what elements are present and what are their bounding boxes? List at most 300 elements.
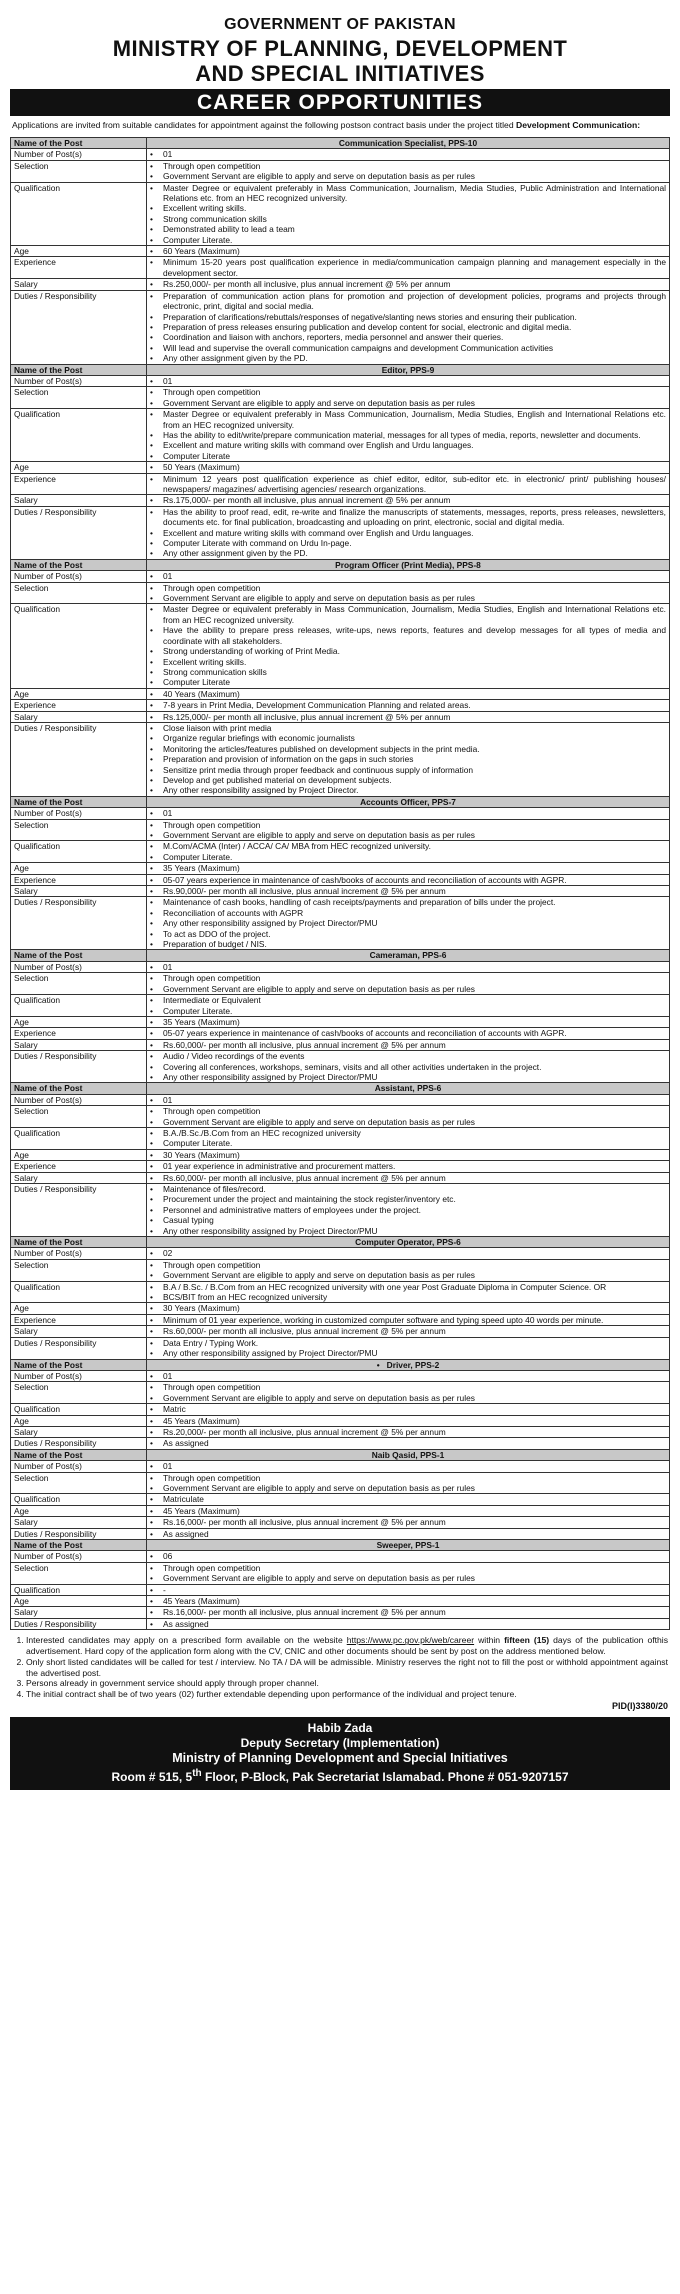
post-detail-row [11,897,670,950]
post-detail-row [11,1337,670,1359]
post-detail-row [11,473,670,495]
post-name-label: Name of the Post [11,1083,147,1094]
bullet-item: • Through open competition [150,820,666,830]
field-label: Duties / Responsibility [11,722,147,796]
field-label: Duties / Responsibility [11,506,147,559]
bullet-item: • To act as DDO of the project. [150,929,666,939]
field-value [147,688,670,699]
post-detail-row [11,1184,670,1237]
bullet-item: • 01 year experience in administrative and procurement matters. [150,1161,666,1171]
post-detail-row [11,462,670,473]
bullet-icon: • [376,1359,387,1370]
post-name-label: Name of the Post [11,796,147,807]
field-value [147,1426,670,1437]
field-label: Selection [11,1106,147,1128]
bullet-item: • Government Servant are eligible to apply and serve on deputation basis as per rules [150,1573,666,1583]
field-label: Selection [11,1382,147,1404]
field-label: Selection [11,819,147,841]
bullet-item: • Strong understanding of working of Print Media. [150,646,666,656]
bullet-item: • Procurement under the project and maintaining the stock register/inventory etc. [150,1194,666,1204]
bullet-item: • Minimum 12 years post qualification experience as chief editor, editor, sub-editor etc. in electronic/ print/ publishing houses/ newspapers/ magazines/ advertising agencies/ research organizations. [150,474,666,495]
field-label: Number of Post(s) [11,808,147,819]
bullet-item: • 01 [150,376,666,386]
field-value [147,1184,670,1237]
post-title: Editor, PPS-9 [147,364,670,375]
field-value [147,1172,670,1183]
post-header-row [11,796,670,807]
post-detail-row [11,874,670,885]
field-label: Selection [11,387,147,409]
field-value [147,257,670,279]
post-detail-row [11,722,670,796]
bullet-item: • 50 Years (Maximum) [150,462,666,472]
bullet-item: • Government Servant are eligible to apply and serve on deputation basis as per rules [150,1270,666,1280]
field-value [147,1259,670,1281]
post-detail-row [11,1051,670,1083]
bullet-item: • Any other responsibility assigned by Project Director/PMU [150,1072,666,1082]
bullet-item: • Rs.20,000/- per month all inclusive, plus annual increment @ 5% per annum [150,1427,666,1437]
field-label: Number of Post(s) [11,1094,147,1105]
field-label: Experience [11,874,147,885]
bullet-item: • Reconciliation of accounts with AGPR [150,908,666,918]
field-value [147,582,670,604]
post-detail-row [11,387,670,409]
field-value [147,290,670,364]
post-detail-row [11,1326,670,1337]
post-detail-row [11,1461,670,1472]
post-detail-row [11,495,670,506]
pid-number: PID(I)3380/20 [611,1701,668,1712]
field-value [147,886,670,897]
post-name-label: Name of the Post [11,559,147,570]
bullet-item: • Casual typing [150,1215,666,1225]
bullet-item: • Computer Literate. [150,1138,666,1148]
field-label: Number of Post(s) [11,149,147,160]
bullet-item: • Develop and get published material on development subjects. [150,775,666,785]
bullet-item: • Personnel and administrative matters of employees under the project. [150,1205,666,1215]
bullet-item: • Coordination and liaison with anchors, reporters, media personnel and answer their queries. [150,332,666,342]
post-title: Communication Specialist, PPS-10 [147,138,670,149]
post-detail-row [11,279,670,290]
bullet-item: • Any other responsibility assigned by Project Director/PMU [150,1348,666,1358]
post-detail-row [11,1303,670,1314]
field-label: Age [11,1596,147,1607]
footer-address: Room # 515, 5th Floor, P-Block, Pak Secretariat Islamabad. Phone # 051-9207157 [111,1768,569,1785]
bullet-item: • Has the ability to proof read, edit, re-write and finalize the manuscripts of statements, messages, reports, press releases, newsletters, documents etc. for final publication, broadcasting and uploading on print, electronic, social and digital media. [150,507,666,528]
post-header-row [11,1083,670,1094]
post-detail-row [11,1248,670,1259]
bullet-item: • Rs.16,000/- per month all inclusive, plus annual increment @ 5% per annum [150,1607,666,1617]
bullet-item: • 45 Years (Maximum) [150,1416,666,1426]
field-value [147,711,670,722]
bullet-item: • M.Com/ACMA (Inter) / ACCA/ CA/ MBA from HEC recognized university. [150,841,666,851]
bullet-item: • Monitoring the articles/features published on development subjects in the print media. [150,744,666,754]
post-detail-row [11,1028,670,1039]
field-label: Experience [11,700,147,711]
field-value [147,808,670,819]
bullet-item: • Computer Literate with command on Urdu In-page. [150,538,666,548]
field-label: Selection [11,1472,147,1494]
bullet-item: • 30 Years (Maximum) [150,1150,666,1160]
bullet-item: • 30 Years (Maximum) [150,1303,666,1313]
bullet-item: • 01 [150,1095,666,1105]
field-label: Qualification [11,1404,147,1415]
post-detail-row [11,1517,670,1528]
bullet-item: • As assigned [150,1529,666,1539]
field-value [147,841,670,863]
field-label: Number of Post(s) [11,375,147,386]
field-value [147,1607,670,1618]
field-value [147,279,670,290]
bullet-item: • Any other assignment given by the PD. [150,548,666,558]
field-value [147,160,670,182]
field-value [147,1127,670,1149]
field-label: Salary [11,1517,147,1528]
bullet-item: • Maintenance of files/record. [150,1184,666,1194]
career-website-link[interactable]: https://www.pc.gov.pk/web/career [346,1635,475,1646]
field-value [147,1337,670,1359]
bullet-item: • BCS/BIT from an HEC recognized university [150,1292,666,1302]
field-value [147,1505,670,1516]
bullet-item: • 45 Years (Maximum) [150,1596,666,1606]
field-label: Age [11,1149,147,1160]
bullet-item: • Close liaison with print media [150,723,666,733]
field-value [147,1161,670,1172]
field-value [147,495,670,506]
bullet-item: • 01 [150,1461,666,1471]
bullet-item: • 35 Years (Maximum) [150,863,666,873]
field-value [147,1551,670,1562]
field-label: Age [11,462,147,473]
post-detail-row [11,961,670,972]
post-name-label: Name of the Post [11,1237,147,1248]
field-value [147,1528,670,1539]
field-value [147,973,670,995]
bullet-item: • Through open competition [150,1473,666,1483]
post-detail-row [11,1438,670,1449]
field-label: Salary [11,1039,147,1050]
post-title: Cameraman, PPS-6 [147,950,670,961]
field-label: Qualification [11,1584,147,1595]
post-header-row [11,364,670,375]
post-detail-row [11,582,670,604]
field-value [147,1303,670,1314]
post-detail-row [11,1161,670,1172]
post-name-label: Name of the Post [11,1449,147,1460]
notes-section [12,1635,668,1700]
field-value [147,700,670,711]
bullet-item: • Government Servant are eligible to apply and serve on deputation basis as per rules [150,1117,666,1127]
field-value [147,1051,670,1083]
bullet-item: • As assigned [150,1438,666,1448]
bullet-item: • Through open competition [150,161,666,171]
bullet-item: • Rs.125,000/- per month all inclusive, plus annual increment @ 5% per annum [150,712,666,722]
bullet-item: • Intermediate or Equivalent [150,995,666,1005]
post-detail-row [11,149,670,160]
post-detail-row [11,1281,670,1303]
bullet-item: • Preparation of press releases ensuring publication and develop content for social, electronic and digital media. [150,322,666,332]
field-label: Qualification [11,1127,147,1149]
field-label: Experience [11,1161,147,1172]
bullet-item: • Through open competition [150,1260,666,1270]
post-detail-row [11,711,670,722]
post-detail-row [11,1382,670,1404]
field-value [147,819,670,841]
field-value [147,246,670,257]
bullet-item: • Any other responsibility assigned by Project Director. [150,785,666,795]
bullet-item: • Master Degree or equivalent preferably in Mass Communication, Journalism, Media Studies, English and International Relations etc. from an HEC recognized university. [150,409,666,430]
bullet-item: • Rs.60,000/- per month all inclusive, plus annual increment @ 5% per annum [150,1040,666,1050]
field-label: Experience [11,257,147,279]
field-label: Duties / Responsibility [11,1528,147,1539]
bullet-item: • Excellent and mature writing skills with command over English and Urdu languages. [150,440,666,450]
field-label: Number of Post(s) [11,571,147,582]
post-detail-row [11,1016,670,1027]
post-title: Accounts Officer, PPS-7 [147,796,670,807]
post-detail-row [11,257,670,279]
bullet-item: • Government Servant are eligible to apply and serve on deputation basis as per rules [150,398,666,408]
field-label: Number of Post(s) [11,1551,147,1562]
field-label: Number of Post(s) [11,1461,147,1472]
field-label: Qualification [11,995,147,1017]
field-label: Experience [11,1028,147,1039]
bullet-item: • Strong communication skills [150,667,666,677]
post-detail-row [11,1528,670,1539]
bullet-item: • Minimum of 01 year experience, working in customized computer software and typing speed upto 40 words per minute. [150,1315,666,1325]
field-value [147,473,670,495]
bullet-item: • Government Servant are eligible to apply and serve on deputation basis as per rules [150,171,666,181]
signatory-designation: Deputy Secretary (Implementation) [240,1736,440,1751]
field-label: Qualification [11,841,147,863]
bullet-item: • Rs.250,000/- per month all inclusive, plus annual increment @ 5% per annum [150,279,666,289]
bullet-item: • Through open competition [150,1563,666,1573]
post-detail-row [11,182,670,245]
field-label: Age [11,1303,147,1314]
bullet-item: • Excellent writing skills. [150,657,666,667]
bullet-item: • Any other assignment given by the PD. [150,353,666,363]
bullet-item: • Rs.60,000/- per month all inclusive, plus annual increment @ 5% per annum [150,1173,666,1183]
career-opportunities-banner: CAREER OPPORTUNITIES [10,89,670,116]
field-value [147,182,670,245]
field-value [147,1039,670,1050]
field-value [147,961,670,972]
bullet-item: • 7-8 years in Print Media, Development Communication Planning and related areas. [150,700,666,710]
bullet-item: • Preparation of communication action plans for promotion and projection of development policies, programs and projects through electronic, print, digital and social media. [150,291,666,312]
post-name-label: Name of the Post [11,950,147,961]
field-value [147,1596,670,1607]
bullet-item: • Any other responsibility assigned by Project Director/PMU [150,918,666,928]
post-detail-row [11,571,670,582]
bullet-item: • Master Degree or equivalent preferably in Mass Communication, Journalism, Media Studies, Public Administration and International Relations etc. from an HEC recognized university. [150,183,666,204]
field-value [147,897,670,950]
field-value [147,149,670,160]
field-label: Salary [11,886,147,897]
bullet-item: • Government Servant are eligible to apply and serve on deputation basis as per rules [150,593,666,603]
bullet-item: • Government Servant are eligible to apply and serve on deputation basis as per rules [150,1483,666,1493]
note-4: 4. The initial contract shall be of two years (02) further extendable depending upon performance of the individual and project tenure. [26,1689,668,1700]
field-label: Selection [11,1562,147,1584]
note-3: 3. Persons already in government service should apply through proper channel. [26,1678,668,1689]
field-value [147,1248,670,1259]
ministry-heading-line1: MINISTRY OF PLANNING, DEVELOPMENT [112,36,568,61]
note-2: 2. Only short listed candidates will be called for test / interview. No TA / DA will be admissible. Ministry reserves the right not to fill the post or withhold appointment against the advertised post. [26,1657,668,1679]
field-label: Qualification [11,1281,147,1303]
post-header-row [11,559,670,570]
field-label: Age [11,863,147,874]
field-label: Salary [11,711,147,722]
field-label: Age [11,1016,147,1027]
bullet-item: • Preparation and provision of information on the gaps in such stories [150,754,666,764]
post-detail-row [11,973,670,995]
field-label: Qualification [11,1494,147,1505]
field-label: Number of Post(s) [11,961,147,972]
post-detail-row [11,1562,670,1584]
post-title: Assistant, PPS-6 [147,1083,670,1094]
post-detail-row [11,1607,670,1618]
bullet-item: • 05-07 years experience in maintenance of cash/books of accounts and reconciliation of accounts with AGPR. [150,875,666,885]
bullet-item: • Preparation of budget / NIS. [150,939,666,949]
bullet-item: • Has the ability to edit/write/prepare communication material, messages for all types of media, reports, newsletter and documents. [150,430,666,440]
bullet-item: • 06 [150,1551,666,1561]
bullet-item: • Will lead and supervise the overall communication campaigns and development Communication activities [150,343,666,353]
post-detail-row [11,1149,670,1160]
bullet-item: • 05-07 years experience in maintenance of cash/books of accounts and reconciliation of accounts with AGPR. [150,1028,666,1038]
post-detail-row [11,863,670,874]
post-name-label: Name of the Post [11,1540,147,1551]
post-detail-row [11,375,670,386]
bullet-item: • Rs.90,000/- per month all inclusive, plus annual increment @ 5% per annum [150,886,666,896]
signatory-name: Habib Zada [307,1721,373,1736]
field-value [147,1404,670,1415]
field-value [147,722,670,796]
bullet-item: • 35 Years (Maximum) [150,1017,666,1027]
post-detail-row [11,1596,670,1607]
footer-ministry: Ministry of Planning Development and Special Initiatives [172,1751,508,1766]
field-value [147,375,670,386]
field-value [147,387,670,409]
bullet-item: • Computer Literate. [150,235,666,245]
field-value [147,1016,670,1027]
field-label: Salary [11,1426,147,1437]
field-label: Qualification [11,182,147,245]
post-detail-row [11,1415,670,1426]
post-detail-row [11,819,670,841]
post-detail-row [11,808,670,819]
bullet-item: • 01 [150,962,666,972]
post-detail-row [11,1551,670,1562]
bullet-item: • Minimum 15-20 years post qualification experience in media/communication campaign planning and management especially in the development sector. [150,257,666,278]
bullet-item: • Computer Literate [150,451,666,461]
intro-project: Development Communication: [515,120,641,130]
bullet-item: • 01 [150,1371,666,1381]
post-detail-row [11,995,670,1017]
field-label: Duties / Responsibility [11,1618,147,1629]
post-detail-row [11,290,670,364]
field-label: Selection [11,160,147,182]
post-name-label: Name of the Post [11,1359,147,1370]
field-value [147,1028,670,1039]
post-title: Computer Operator, PPS-6 [147,1237,670,1248]
field-label: Salary [11,1326,147,1337]
post-name-label: Name of the Post [11,138,147,149]
bullet-item: • Covering all conferences, workshops, seminars, visits and all other activities undertaken in the project. [150,1062,666,1072]
post-detail-row [11,841,670,863]
field-value [147,863,670,874]
post-detail-row [11,1404,670,1415]
field-label: Duties / Responsibility [11,897,147,950]
bullet-item: • 60 Years (Maximum) [150,246,666,256]
post-detail-row [11,604,670,688]
field-label: Salary [11,495,147,506]
field-value [147,874,670,885]
bullet-item: • Excellent and mature writing skills with command over English and Urdu languages. [150,528,666,538]
field-value [147,1326,670,1337]
contact-footer [10,1717,670,1790]
post-detail-row [11,246,670,257]
ministry-heading-line2: AND SPECIAL INITIATIVES [195,61,485,86]
bullet-item: • Through open competition [150,387,666,397]
field-value [147,1382,670,1404]
field-label: Selection [11,1259,147,1281]
field-value [147,1494,670,1505]
bullet-item: • Matric [150,1404,666,1414]
bullet-item: • Computer Literate [150,677,666,687]
bullet-item: • 45 Years (Maximum) [150,1506,666,1516]
field-label: Experience [11,473,147,495]
post-title: • Driver, PPS-2 [147,1359,670,1370]
field-label: Duties / Responsibility [11,290,147,364]
bullet-item: • Rs.60,000/- per month all inclusive, plus annual increment @ 5% per annum [150,1326,666,1336]
field-label: Duties / Responsibility [11,1184,147,1237]
field-label: Selection [11,973,147,995]
field-value [147,1461,670,1472]
bullet-item: • Rs.16,000/- per month all inclusive, plus annual increment @ 5% per annum [150,1517,666,1527]
intro-paragraph [12,120,668,131]
post-detail-row [11,1094,670,1105]
bullet-item: • Strong communication skills [150,214,666,224]
field-label: Age [11,1415,147,1426]
post-detail-row [11,700,670,711]
post-header-row [11,138,670,149]
bullet-item: • 01 [150,808,666,818]
bullet-item: • Computer Literate. [150,852,666,862]
post-detail-row [11,1618,670,1629]
bullet-item: • Through open competition [150,1106,666,1116]
post-detail-row [11,1106,670,1128]
field-value [147,1314,670,1325]
bullet-item: • Have the ability to prepare press releases, write-ups, news reports, features and develop messages for all types of media and coordinate with all stakeholders. [150,625,666,646]
field-value [147,409,670,462]
bullet-item: • Preparation of clarifications/rebuttals/responses of negative/slanting news stories and ensuring their publication. [150,312,666,322]
field-label: Age [11,246,147,257]
field-value [147,1517,670,1528]
bullet-item: • As assigned [150,1619,666,1629]
post-detail-row [11,886,670,897]
field-value [147,1415,670,1426]
field-label: Duties / Responsibility [11,1337,147,1359]
field-label: Qualification [11,409,147,462]
post-header-row [11,1540,670,1551]
field-value [147,1106,670,1128]
post-detail-row [11,506,670,559]
bullet-item: • Through open competition [150,1382,666,1392]
post-detail-row [11,1039,670,1050]
field-label: Salary [11,1607,147,1618]
field-label: Duties / Responsibility [11,1438,147,1449]
bullet-item: • Excellent writing skills. [150,203,666,213]
bullet-item: • Data Entry / Typing Work. [150,1338,666,1348]
bullet-item: • Government Servant are eligible to apply and serve on deputation basis as per rules [150,984,666,994]
